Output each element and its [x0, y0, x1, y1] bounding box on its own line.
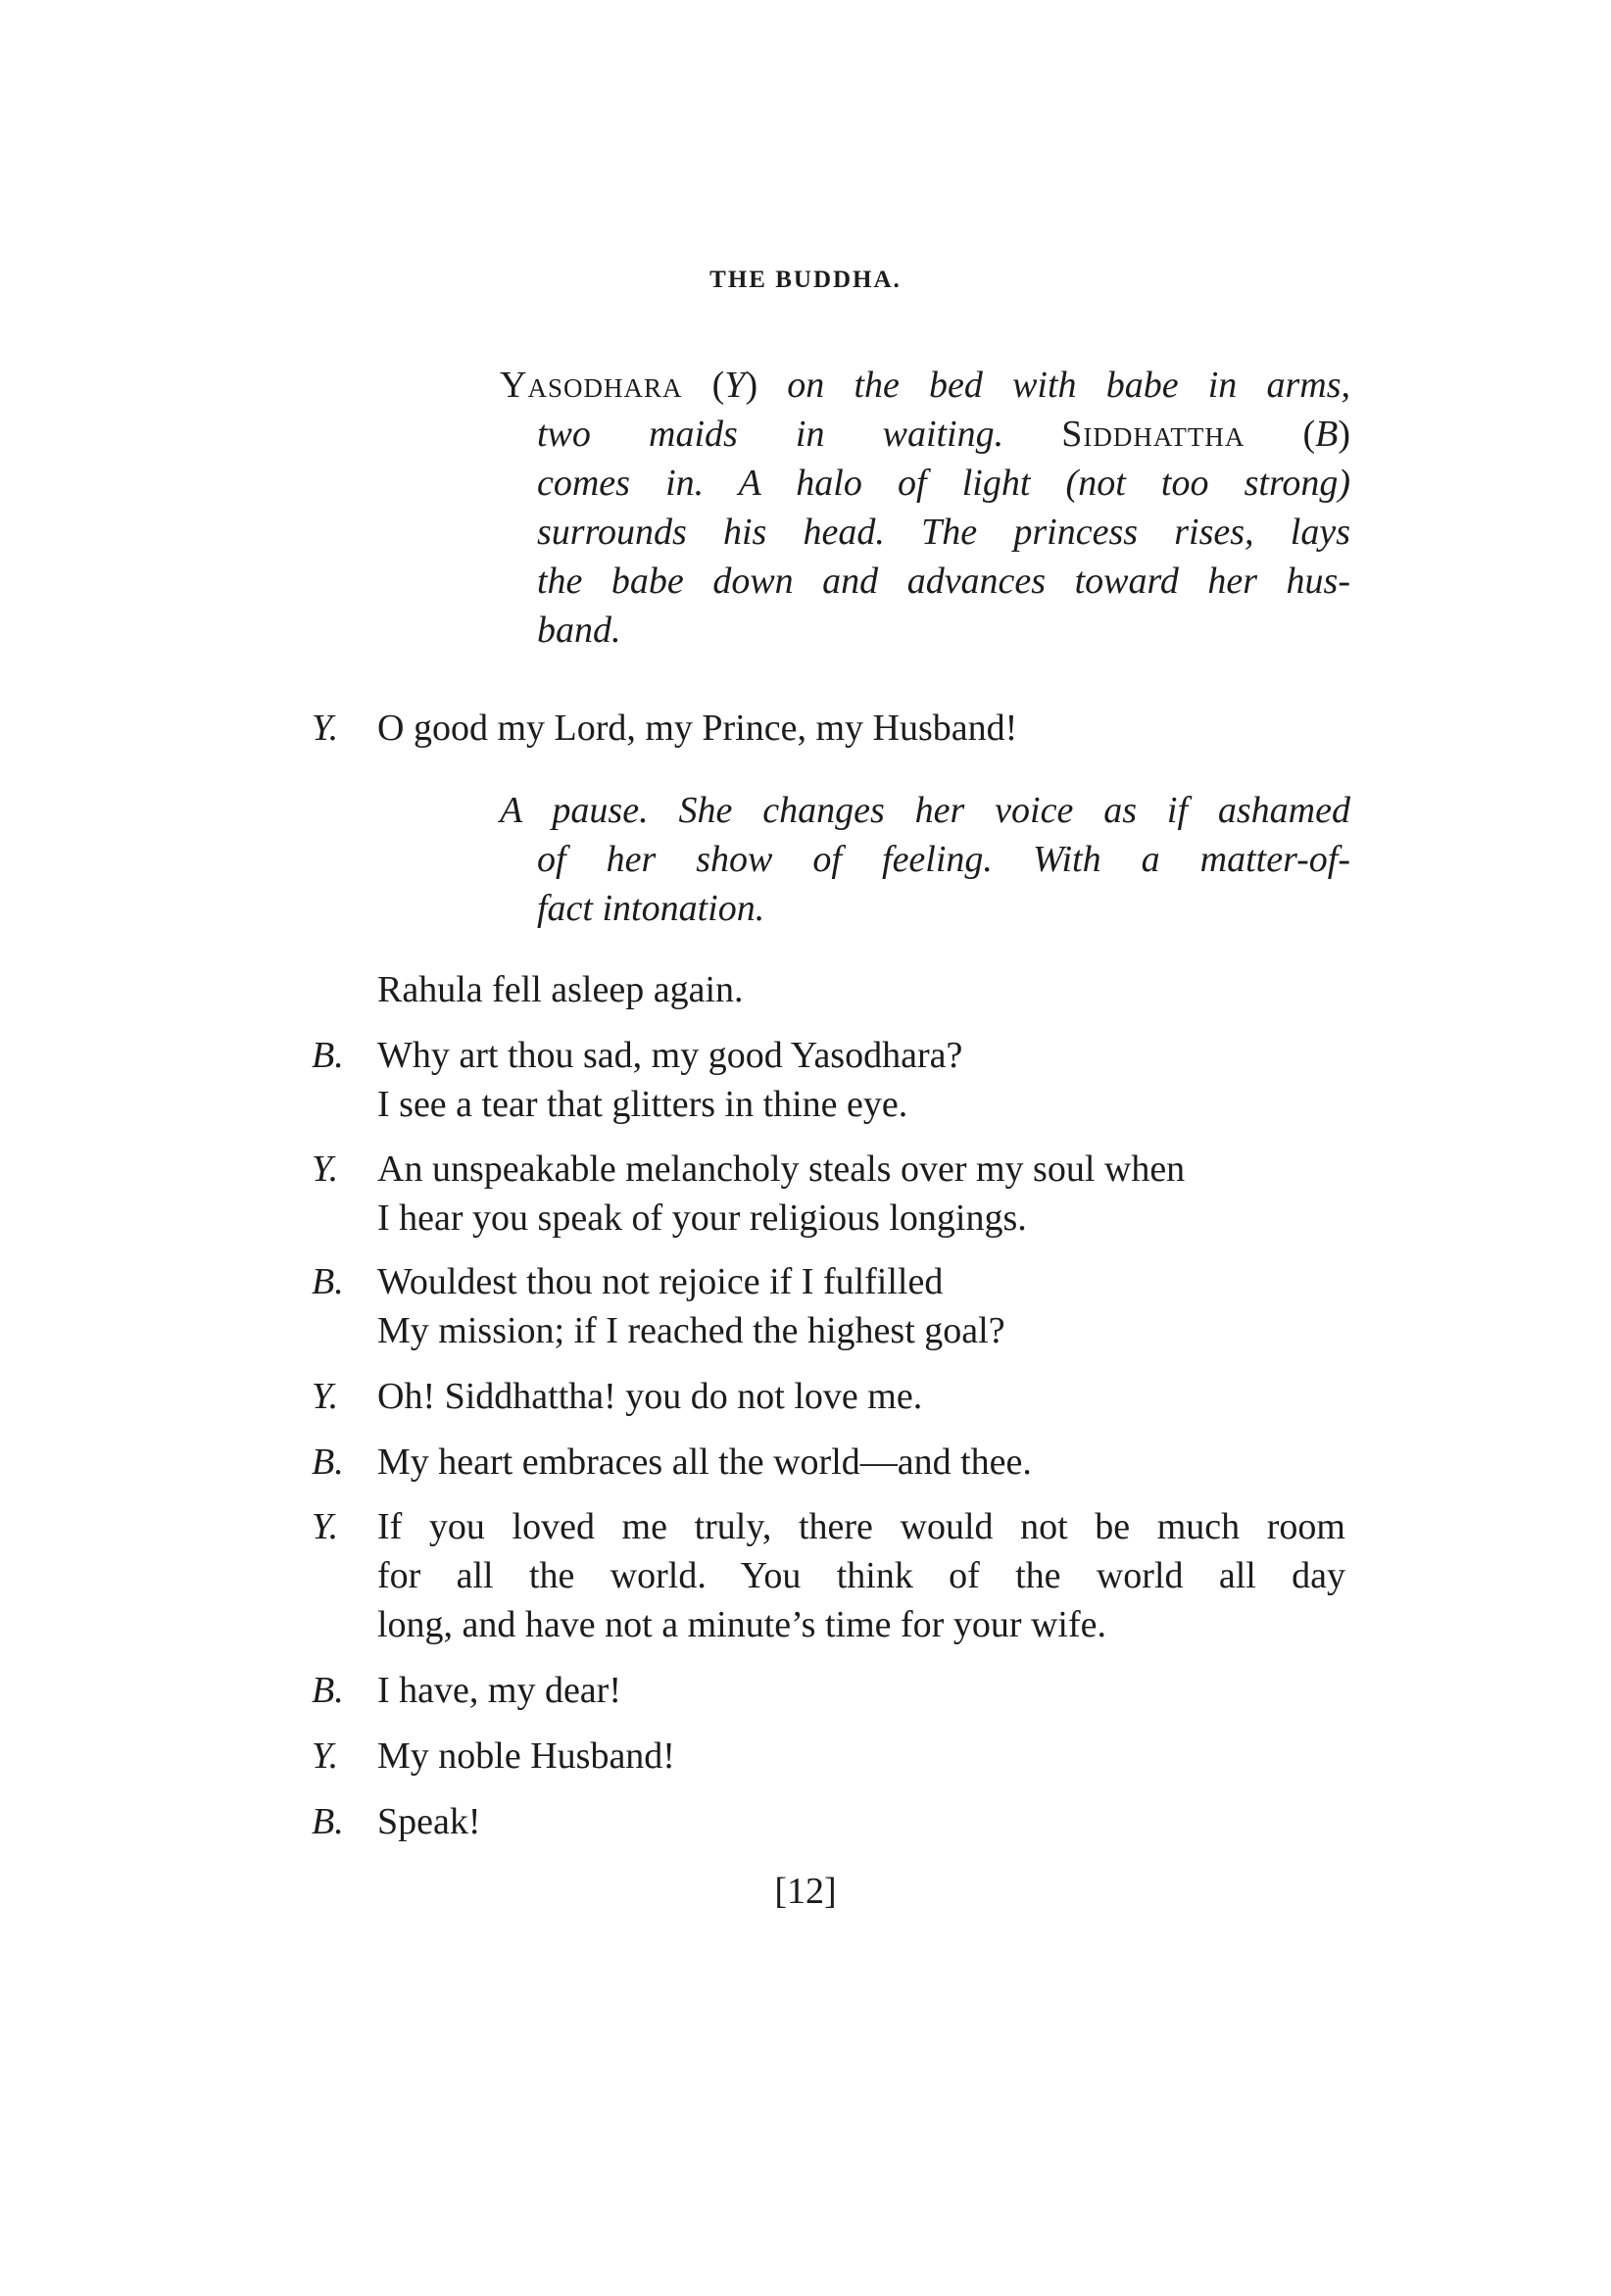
speaker-label: Y. [312, 1376, 339, 1417]
paren-close: ) [745, 365, 758, 406]
stage-direction-opening [500, 361, 1350, 410]
dialogue-line: Oh! Siddhattha! you do not love me. [377, 1376, 923, 1417]
speaker-abbr-b: B [1315, 414, 1339, 455]
dialogue-line: O good my Lord, my Prince, my Husband! [377, 708, 1018, 749]
dialogue-line: If you loved me truly, there would not be much room [377, 1506, 1345, 1547]
dialogue-line: My noble Husband! [377, 1735, 675, 1777]
dialogue-line: Rahula fell asleep again. [377, 969, 744, 1010]
dialogue-line: Why art thou sad, my good Yasodhara? [377, 1035, 963, 1076]
dialogue-line: I have, my dear! [377, 1670, 621, 1711]
paren-close: ) [1338, 414, 1351, 455]
paren-open: ( [711, 365, 725, 406]
dialogue-line: for all the world. You think of the world all day [377, 1555, 1345, 1596]
stage-direction-pause [500, 786, 1350, 835]
stage-direction-line: surrounds his head. The princess rises, lays [537, 512, 1350, 553]
speaker-label: B. [312, 1670, 344, 1711]
speaker-label: B. [312, 1441, 344, 1483]
stage-direction-line [500, 361, 1350, 410]
paren-open: ( [1302, 414, 1316, 455]
stage-direction-line [537, 410, 1350, 459]
stage-direction-text: on the bed with babe in arms, [787, 365, 1350, 406]
speaker-label: Y. [312, 708, 339, 749]
dialogue-speech [377, 1031, 962, 1129]
dialogue-speech [377, 1145, 1185, 1243]
dialogue-line: Wouldest thou not rejoice if I fulfilled [377, 1261, 944, 1302]
dialogue-line: long, and have not a minute’s time for your wife. [377, 1604, 1106, 1645]
stage-direction-line: fact intonation. [537, 888, 765, 929]
speaker-label: Y. [312, 1735, 339, 1777]
stage-direction-line: comes in. A halo of light (not too strong) [537, 463, 1350, 504]
speaker-abbr-y: Y [724, 365, 746, 406]
dialogue-line: Speak! [377, 1801, 481, 1842]
stage-direction-text: two maids in waiting. [537, 414, 1004, 455]
dialogue-line: I hear you speak of your religious longings. [377, 1197, 1027, 1239]
stage-direction-continued [537, 410, 1350, 655]
page-number: [12] [774, 1871, 837, 1912]
dialogue-line: I see a tear that glitters in thine eye. [377, 1084, 908, 1125]
character-name-yasodhara: Yasodhara [500, 365, 683, 406]
speaker-label: B. [312, 1035, 344, 1076]
stage-direction-line: A pause. She changes her voice as if ashamed [500, 790, 1350, 831]
dialogue-line: My mission; if I reached the highest goal? [377, 1310, 1005, 1351]
speaker-label: Y. [312, 1148, 339, 1190]
dialogue-line: My heart embraces all the world—and thee. [377, 1441, 1032, 1483]
stage-direction-pause-continued [537, 835, 1350, 933]
stage-direction-line: of her show of feeling. With a matter-of- [537, 839, 1350, 880]
running-header: THE BUDDHA. [709, 267, 902, 293]
speaker-label: B. [312, 1261, 344, 1302]
stage-direction-line: band. [537, 610, 621, 651]
character-name-siddhattha: Siddhattha [1061, 414, 1245, 455]
dialogue-speech [377, 1502, 1345, 1649]
dialogue-line: An unspeakable melancholy steals over my soul when [377, 1148, 1186, 1190]
speaker-label: Y. [312, 1506, 339, 1547]
speaker-label: B. [312, 1801, 344, 1842]
dialogue-speech [377, 1257, 1005, 1355]
stage-direction-line: the babe down and advances toward her hus- [537, 561, 1350, 602]
